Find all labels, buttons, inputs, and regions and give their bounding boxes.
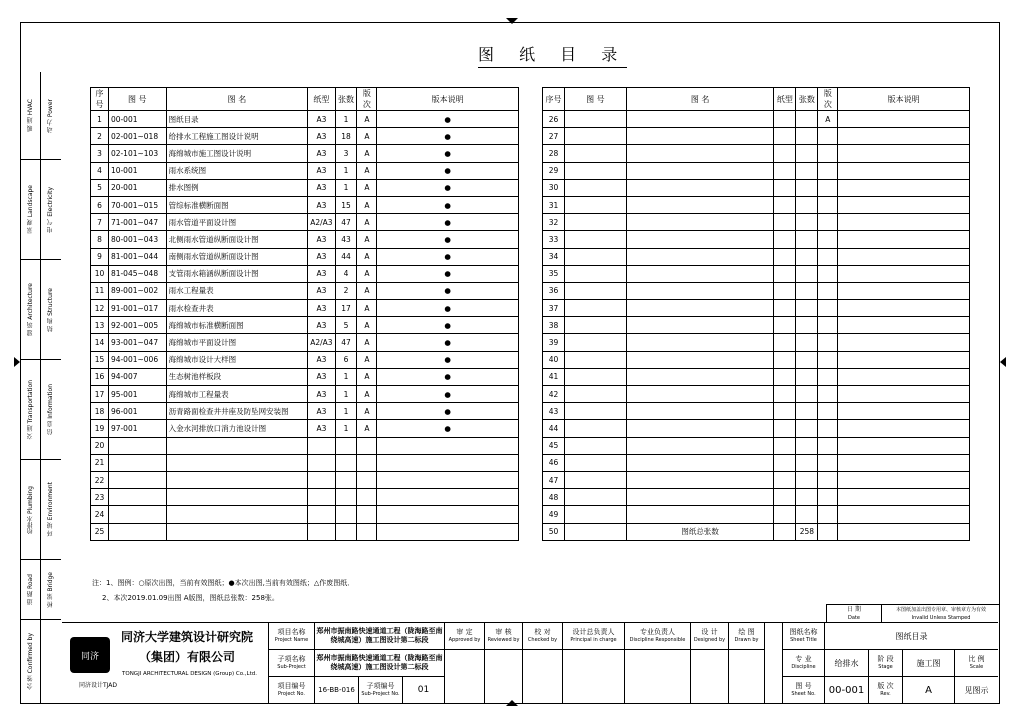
cell-name: 支管雨水箱涵纵断面设计图 (166, 265, 308, 282)
cell-rev: A (357, 403, 377, 420)
rev: A (902, 676, 954, 703)
cell-mark: ● (377, 282, 519, 299)
project-name-label: 项目名称 (277, 628, 306, 636)
cell-no: 71-001~047 (108, 214, 166, 231)
header-note: 版本说明 (377, 88, 519, 111)
cell-no: 81-001~044 (108, 248, 166, 265)
cell-seq: 42 (543, 386, 565, 403)
role-label: 审 核 (495, 628, 512, 636)
cell-seq: 1 (91, 111, 109, 128)
stamp-label-b: 信 息 Information (46, 384, 54, 435)
cell-no: 95-001 (108, 386, 166, 403)
project-name: 郑州市振南路快速通道工程（陇海路至南绕城高速）施工图设计第二标段 (314, 623, 444, 649)
cell-paper: A3 (308, 317, 335, 334)
header-note: 版本说明 (838, 88, 970, 111)
cell-no: 02-001~018 (108, 128, 166, 145)
discipline-label: 专 业 (795, 655, 812, 663)
stamp-label-b: 电 气 Electricity (46, 186, 54, 233)
cell-seq: 3 (91, 145, 109, 162)
cell-rev: A (357, 179, 377, 196)
cell-rev: A (357, 386, 377, 403)
cell-rev: A (357, 128, 377, 145)
stamp-label-b: 动 力 Power (46, 98, 54, 133)
stamp-label-b: 环 境 Environment (46, 482, 54, 537)
cell-mark: ● (377, 162, 519, 179)
cell-rev: A (357, 265, 377, 282)
cell-rev: A (357, 248, 377, 265)
cell-seq: 20 (91, 437, 109, 454)
cell-seq: 7 (91, 214, 109, 231)
cell-seq: 16 (91, 368, 109, 385)
cell-mark: ● (377, 128, 519, 145)
cell-seq: 31 (543, 196, 565, 213)
stamp-note: 本图纸加盖出图专用章、审核章方为有效 (895, 607, 986, 613)
cell-seq: 4 (91, 162, 109, 179)
cell-no: 20-001 (108, 179, 166, 196)
cell-no: 80-001~043 (108, 231, 166, 248)
stamp-label-a: 道 路 Road (26, 574, 34, 605)
cell-no: 94-007 (108, 368, 166, 385)
cell-name: 海绵城市平面设计图 (166, 334, 308, 351)
rev-label-en: Rev. (880, 691, 891, 697)
cell-name: 给排水工程施工图设计说明 (166, 128, 308, 145)
cell-seq: 17 (91, 386, 109, 403)
date-label: 日 期 (847, 606, 861, 613)
cell-count: 1 (335, 111, 357, 128)
cell-seq: 9 (91, 248, 109, 265)
cell-count: 15 (335, 196, 357, 213)
discipline: 给排水 (824, 649, 868, 676)
sheet-no-label: 图 号 (795, 682, 812, 690)
cell-rev: A (357, 420, 377, 437)
cell-count: 1 (335, 368, 357, 385)
header-seq: 序号 (543, 88, 565, 111)
scale: 见图示 (954, 676, 998, 703)
company-en: TONGJI ARCHITECTURAL DESIGN (Group) Co.,Ltd. (122, 671, 257, 677)
cell-rev: A (357, 300, 377, 317)
logo-caption: 同济设计TJAD (78, 681, 118, 689)
header-name: 图 名 (166, 88, 308, 111)
cell-seq: 37 (543, 300, 565, 317)
bottom-center-marker (506, 700, 518, 706)
cell-count: 1 (335, 420, 357, 437)
cell-paper: A3 (308, 179, 335, 196)
cell-seq: 10 (91, 265, 109, 282)
scale-label-en: Scale (969, 664, 984, 670)
cell-rev: A (357, 111, 377, 128)
stamp-label-b: 桥 梁 Bridge (46, 571, 54, 608)
cell-seq: 15 (91, 351, 109, 368)
cell-no: 92-001~005 (108, 317, 166, 334)
cell-seq: 32 (543, 214, 565, 231)
cell-seq: 43 (543, 403, 565, 420)
role-label-en: Reviewed by (487, 637, 520, 643)
cell-paper: A3 (308, 231, 335, 248)
cell-seq: 21 (91, 454, 109, 471)
cell-rev: A (818, 111, 838, 128)
discipline-label-en: Discipline (791, 664, 816, 670)
cell-seq: 33 (543, 231, 565, 248)
header-seq: 序号 (91, 88, 109, 111)
cell-mark: ● (377, 214, 519, 231)
cell-rev: A (357, 196, 377, 213)
sub-project-label: 子项名称 (277, 655, 306, 663)
stamp-label-b: 结 构 Structure (46, 287, 54, 332)
cell-seq: 25 (91, 523, 109, 540)
sheet-no: 00-001 (824, 676, 868, 703)
cell-seq: 39 (543, 334, 565, 351)
cell-count: 47 (335, 214, 357, 231)
role-label-en: Approved by (448, 637, 481, 643)
date-label-en: Date (848, 615, 860, 621)
cell-paper: A3 (308, 403, 335, 420)
cell-mark: ● (377, 334, 519, 351)
cell-seq: 40 (543, 351, 565, 368)
cell-mark: ● (377, 231, 519, 248)
cell-paper: A3 (308, 368, 335, 385)
cell-paper: A3 (308, 386, 335, 403)
cell-seq: 46 (543, 454, 565, 471)
cell-count: 4 (335, 265, 357, 282)
cell-seq: 28 (543, 145, 565, 162)
stage-label-en: Stage (878, 664, 893, 670)
cell-no: 96-001 (108, 403, 166, 420)
cell-count: 1 (335, 403, 357, 420)
top-center-marker (506, 18, 518, 24)
cell-no: 10-001 (108, 162, 166, 179)
cell-rev: A (357, 368, 377, 385)
cell-seq: 50 (543, 523, 565, 540)
header-drawing-no: 图 号 (108, 88, 166, 111)
cell-name: 雨水工程量表 (166, 282, 308, 299)
cell-paper: A3 (308, 162, 335, 179)
cell-seq: 34 (543, 248, 565, 265)
cell-count: 18 (335, 128, 357, 145)
sub-project-no: 01 (402, 676, 444, 703)
cell-mark: ● (377, 196, 519, 213)
cell-name: 雨水系统图 (166, 162, 308, 179)
cell-no: 70-001~015 (108, 196, 166, 213)
cell-count: 5 (335, 317, 357, 334)
cell-rev: A (357, 162, 377, 179)
role-label: 绘 图 (738, 628, 755, 636)
cell-count: 47 (335, 334, 357, 351)
cell-paper: A2/A3 (308, 214, 335, 231)
cell-seq: 36 (543, 282, 565, 299)
cell-paper: A3 (308, 265, 335, 282)
cell-no: 00-001 (108, 111, 166, 128)
cell-count: 258 (796, 523, 818, 540)
stamp-label-a: 建 筑 Architecture (26, 283, 34, 336)
stamp-label-a: 交 通 Transportation (26, 379, 34, 440)
role-label-en: Drawn by (734, 637, 759, 643)
cell-name: 管综标准横断面图 (166, 196, 308, 213)
sub-project-no-label-en: Sub-Project No. (361, 691, 400, 697)
sheet-title: 图纸目录 (824, 623, 998, 649)
rev-label: 版 次 (877, 682, 894, 690)
header-paper: 纸型 (774, 88, 796, 111)
cell-seq: 44 (543, 420, 565, 437)
cell-name: 海绵城市工程量表 (166, 386, 308, 403)
cell-paper: A3 (308, 351, 335, 368)
cell-name: 海绵城市设计大样图 (166, 351, 308, 368)
cell-paper: A3 (308, 196, 335, 213)
cell-seq: 11 (91, 282, 109, 299)
cell-rev: A (357, 231, 377, 248)
header-rev: 版次 (818, 88, 838, 111)
cell-rev: A (357, 145, 377, 162)
sheet-title-label-en: Sheet Title (790, 637, 817, 643)
role-label-en: Discipline Responsible (629, 637, 686, 643)
header-paper: 纸型 (308, 88, 335, 111)
sub-project: 郑州市振南路快速通道工程（陇海路至南绕城高速）施工图设计第二标段 (314, 649, 444, 676)
cell-name: 雨水检查井表 (166, 300, 308, 317)
note-1: 注：1、图例：○原次出图，当前有效图纸；●本次出图,当前有效图纸；△作废图纸． (92, 579, 355, 587)
cell-name: 入金水河排放口消力池设计图 (166, 420, 308, 437)
cell-no: 94-001~006 (108, 351, 166, 368)
cell-paper: A3 (308, 420, 335, 437)
cell-mark: ● (377, 111, 519, 128)
stamp-label-a: 暖 通 HVAC (26, 99, 34, 132)
project-name-label-en: Project Name (274, 637, 309, 643)
cell-name: 生态树池样板段 (166, 368, 308, 385)
cell-seq: 8 (91, 231, 109, 248)
cell-seq: 12 (91, 300, 109, 317)
cell-name: 南侧雨水管道纵断面设计图 (166, 248, 308, 265)
cell-mark: ● (377, 368, 519, 385)
header-drawing-no: 图 号 (564, 88, 626, 111)
cell-name: 海绵城市标准横断面图 (166, 317, 308, 334)
cell-mark: ● (377, 420, 519, 437)
stamp-label-a: 给排水 Plumbing (26, 485, 34, 534)
cell-seq: 5 (91, 179, 109, 196)
right-center-marker (1000, 357, 1006, 367)
header-count: 张数 (335, 88, 357, 111)
cell-seq: 41 (543, 368, 565, 385)
cell-count: 1 (335, 179, 357, 196)
cell-name: 图纸目录 (166, 111, 308, 128)
stage-label: 阶 段 (877, 655, 894, 663)
role-label: 专业负责人 (640, 628, 675, 636)
cell-seq: 49 (543, 506, 565, 523)
cell-count: 1 (335, 386, 357, 403)
cell-count: 17 (335, 300, 357, 317)
role-label-en: Principal in charge (570, 637, 617, 643)
cell-mark: ● (377, 179, 519, 196)
left-center-marker (14, 357, 20, 367)
cell-no: 93-001~047 (108, 334, 166, 351)
cell-paper: A3 (308, 248, 335, 265)
cell-seq: 35 (543, 265, 565, 282)
cell-seq: 23 (91, 489, 109, 506)
cell-mark: ● (377, 386, 519, 403)
cell-seq: 18 (91, 403, 109, 420)
role-label-en: Checked by (527, 637, 558, 643)
cell-paper: A3 (308, 300, 335, 317)
stamp-label-a: 会 签 Confirmed by (26, 633, 34, 690)
cell-mark: ● (377, 317, 519, 334)
sheet-no-label-en: Sheet No. (791, 691, 816, 697)
cell-seq: 13 (91, 317, 109, 334)
cell-no: 81-045~048 (108, 265, 166, 282)
header-rev: 版次 (357, 88, 377, 111)
cell-name: 海绵城市施工图设计说明 (166, 145, 308, 162)
stamp-note-en: Invalid Unless Stamped (911, 615, 971, 621)
cell-mark: ● (377, 265, 519, 282)
cell-count: 43 (335, 231, 357, 248)
cell-count: 44 (335, 248, 357, 265)
cell-seq: 22 (91, 471, 109, 488)
cell-paper: A3 (308, 145, 335, 162)
header-count: 张数 (796, 88, 818, 111)
cell-mark: ● (377, 248, 519, 265)
cell-mark: ● (377, 403, 519, 420)
cell-seq: 29 (543, 162, 565, 179)
scale-label: 比 例 (968, 655, 985, 663)
sub-project-label-en: Sub-Project (277, 664, 306, 670)
cell-name: 沥青路面检查井井座及防坠网安装图 (166, 403, 308, 420)
project-no: 16-BB-016 (314, 676, 358, 703)
cell-seq: 45 (543, 437, 565, 454)
cell-seq: 47 (543, 471, 565, 488)
cell-name: 排水图例 (166, 179, 308, 196)
cell-rev: A (357, 317, 377, 334)
cell-seq: 38 (543, 317, 565, 334)
cell-mark: ● (377, 300, 519, 317)
cell-rev: A (357, 334, 377, 351)
sheet-title-label: 图纸名称 (789, 628, 818, 636)
cell-seq: 2 (91, 128, 109, 145)
cell-name: 图纸总张数 (626, 523, 774, 540)
cell-paper: A3 (308, 282, 335, 299)
project-no-label-en: Project No. (278, 691, 305, 697)
cell-paper: A2/A3 (308, 334, 335, 351)
cell-no: 02-101~103 (108, 145, 166, 162)
project-no-label: 项目编号 (277, 682, 306, 690)
cell-name: 北侧雨水管道纵断面设计图 (166, 231, 308, 248)
role-label: 审 定 (456, 628, 473, 636)
company-name: 同济大学建筑设计研究院 (120, 629, 253, 644)
company-group: （集团）有限公司 (138, 649, 235, 664)
cell-seq: 26 (543, 111, 565, 128)
role-label-en: Designed by (693, 637, 726, 643)
cell-count: 6 (335, 351, 357, 368)
cell-paper: A3 (308, 128, 335, 145)
note-2: 2、本次2019.01.09出图 A版图，图纸总张数：258张。 (102, 594, 279, 602)
cell-no: 89-001~002 (108, 282, 166, 299)
tjad-logo-icon: 同济 (70, 637, 110, 673)
cell-seq: 27 (543, 128, 565, 145)
cell-rev: A (357, 351, 377, 368)
cell-mark: ● (377, 145, 519, 162)
cell-mark: ● (377, 351, 519, 368)
cell-count: 1 (335, 162, 357, 179)
cell-seq: 24 (91, 506, 109, 523)
cell-rev: A (357, 214, 377, 231)
role-label: 设计总负责人 (572, 628, 615, 636)
cell-seq: 48 (543, 489, 565, 506)
sub-project-no-label: 子项编号 (366, 682, 395, 690)
page-title: 图 纸 目 录 (478, 42, 627, 68)
cell-count: 3 (335, 145, 357, 162)
cell-rev: A (357, 282, 377, 299)
cell-name: 雨水管道平面设计图 (166, 214, 308, 231)
cell-seq: 14 (91, 334, 109, 351)
cell-no: 91-001~017 (108, 300, 166, 317)
role-label: 校 对 (534, 628, 551, 636)
cell-seq: 6 (91, 196, 109, 213)
stage: 施工图 (902, 649, 954, 676)
cell-paper: A3 (308, 111, 335, 128)
stamp-label-a: 景 观 Landscape (26, 185, 34, 234)
cell-count: 2 (335, 282, 357, 299)
role-label: 设 计 (701, 628, 718, 636)
cell-seq: 30 (543, 179, 565, 196)
cell-seq: 19 (91, 420, 109, 437)
header-name: 图 名 (626, 88, 774, 111)
cell-no: 97-001 (108, 420, 166, 437)
